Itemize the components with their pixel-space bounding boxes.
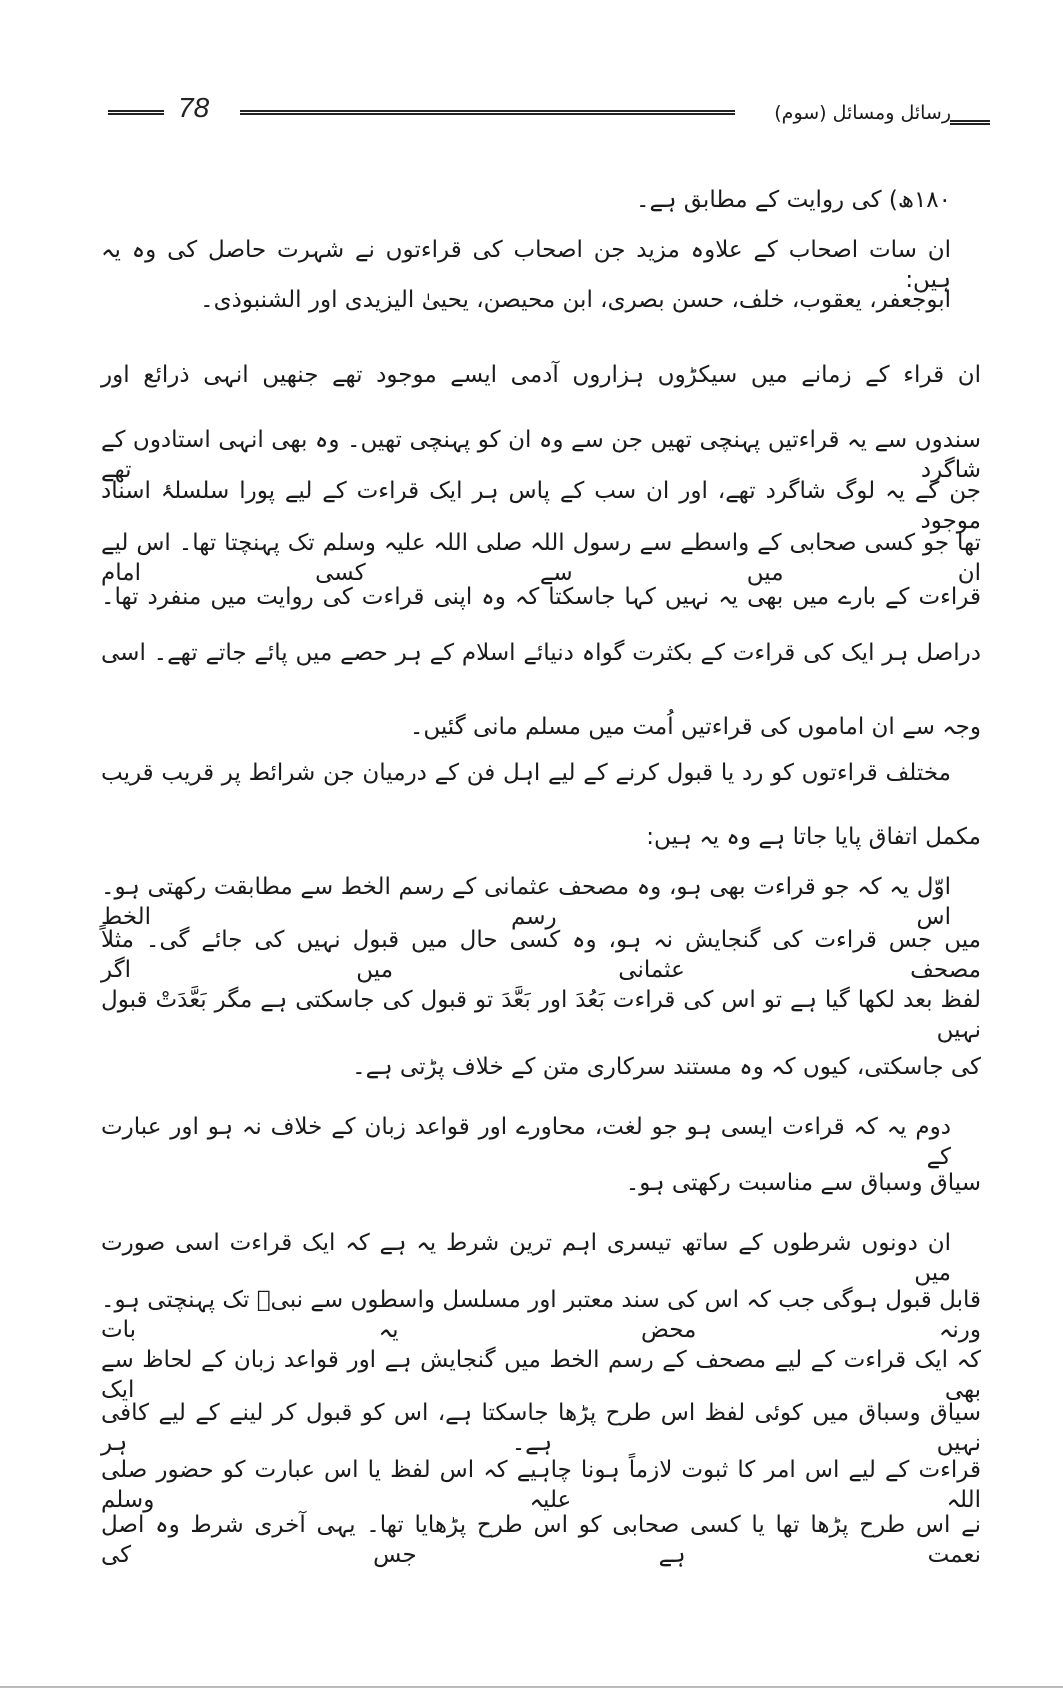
text-line: نے اس طرح پڑھا تھا یا کسی صحابی کو اس طرح پڑھایا تھا۔ یہی آخری شرط وہ اصل نعمت ہے جس کی — [101, 1512, 981, 1568]
text-line: سیاق وسباق میں کوئی لفظ اس طرح پڑھا جاسکتا ہے، اس کو قبول کر لینے کے لیے کافی نہیں ہے۔ ہر — [101, 1400, 981, 1456]
text-line: کہ ایک قراءت کے لیے مصحف کے رسم الخط میں گنجایش ہے اور قواعد زبان کے لحاظ سے بھی ایک — [101, 1347, 981, 1403]
text-line: ابوجعفر، یعقوب، خلف، حسن بصری، ابن محیصن، یحییٰ الیزیدی اور الشنبوذی۔ — [200, 287, 951, 313]
header-rule-left — [108, 110, 164, 115]
text-line: ان قراء کے زمانے میں سیکڑوں ہزاروں آدمی ایسے موجود تھے جنھیں انہی ذرائع اور — [101, 362, 981, 388]
scan-edge-divider — [0, 1686, 1063, 1688]
text-line: سندوں سے یہ قراءتیں پہنچی تھیں جن سے وہ ان کو پہنچی تھیں۔ وہ بھی انہی استادوں کے شاگرد تھے — [101, 427, 981, 483]
page-number: 78 — [178, 92, 210, 123]
text-line: کی جاسکتی، کیوں کہ وہ مستند سرکاری متن کے خلاف پڑتی ہے۔ — [352, 1054, 981, 1080]
text-line: مکمل اتفاق پایا جاتا ہے وہ یہ ہیں: — [646, 824, 981, 850]
text-line: ۱۸۰ھ) کی روایت کے مطابق ہے۔ — [636, 187, 951, 213]
text-line: ان سات اصحاب کے علاوہ مزید جن اصحاب کی قراءتوں نے شہرت حاصل کی وہ یہ ہیں: — [101, 237, 951, 293]
header-rule-middle — [240, 110, 735, 115]
text-line: قراءت کے لیے اس امر کا ثبوت لازماً ہونا چاہیے کہ اس لفظ یا اس عبارت کو حضور صلی اللہ علیہ وسلم — [101, 1457, 981, 1513]
running-title: رسائل ومسائل (سوم) — [774, 102, 951, 124]
text-line: قابل قبول ہوگی جب کہ اس کی سند معتبر اور مسلسل واسطوں سے نبیؐ تک پہنچتی ہو۔ ورنہ محض یہ بات — [101, 1287, 981, 1343]
text-line: سیاق وسباق سے مناسبت رکھتی ہو۔ — [625, 1170, 981, 1196]
header-rule-right — [950, 120, 990, 125]
text-line: جن کے یہ لوگ شاگرد تھے، اور ان سب کے پاس ہر ایک قراءت کے لیے پورا سلسلۂ اسناد موجود — [101, 478, 981, 534]
text-line: ان دونوں شرطوں کے ساتھ تیسری اہم ترین شرط یہ ہے کہ ایک قراءت اسی صورت میں — [101, 1230, 951, 1286]
text-line: قراءت کے بارے میں بھی یہ نہیں کہا جاسکتا کہ وہ اپنی قراءت کی روایت میں منفرد تھا۔ — [101, 584, 981, 610]
text-line: وجہ سے ان اماموں کی قراءتیں اُمت میں مسلم مانی گئیں۔ — [409, 714, 981, 740]
text-line: تھا جو کسی صحابی کے واسطے سے رسول اللہ صلی اللہ علیہ وسلم تک پہنچتا تھا۔ اس لیے ان میں سے کسی امام — [101, 530, 981, 586]
text-line: اوّل یہ کہ جو قراءت بھی ہو، وہ مصحف عثمانی کے رسم الخط سے مطابقت رکھتی ہو۔ اس رسم الخط — [101, 874, 951, 930]
text-line: لفظ بعد لکھا گیا ہے تو اس کی قراءت بَعُدَ اور بَعَّدَ تو قبول کی جاسکتی ہے مگر بَعَّدَتْ قبول نہیں — [101, 987, 981, 1043]
text-line: دوم یہ کہ قراءت ایسی ہو جو لغت، محاورے اور قواعد زبان کے خلاف نہ ہو اور عبارت کے — [101, 1114, 951, 1170]
text-line: میں جس قراءت کی گنجایش نہ ہو، وہ کسی حال میں قبول نہیں کی جائے گی۔ مثلاً مصحف عثمانی میں اگر — [101, 927, 981, 983]
text-line: مختلف قراءتوں کو رد یا قبول کرنے کے لیے اہل فن کے درمیان جن شرائط پر قریب قریب — [101, 760, 951, 786]
text-line: دراصل ہر ایک کی قراءت کے بکثرت گواہ دنیائے اسلام کے ہر حصے میں پائے جاتے تھے۔ اسی — [101, 640, 981, 666]
